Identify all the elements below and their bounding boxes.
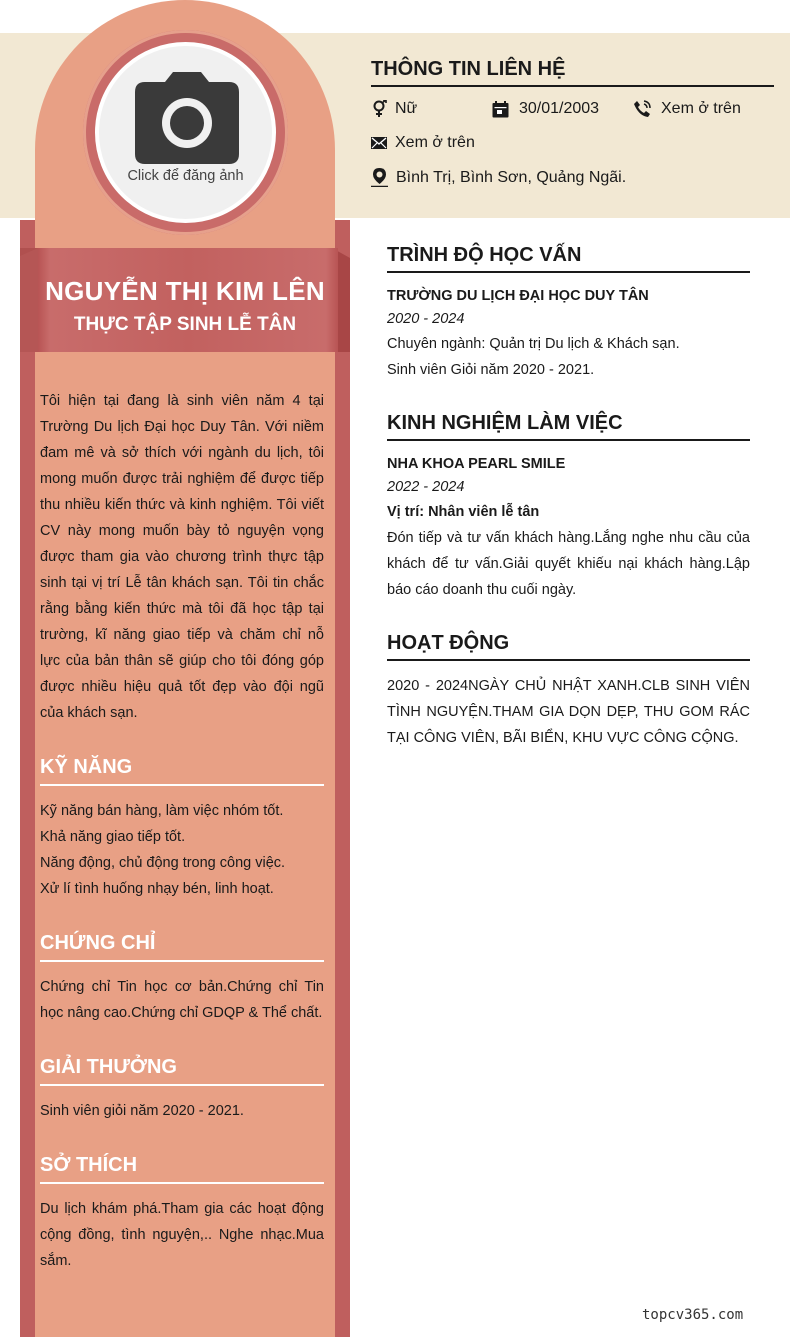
gender-value: Nữ: [395, 100, 418, 117]
phone-icon: [633, 100, 651, 118]
email-row: [371, 134, 475, 152]
skill-item: Xử lí tình huống nhạy bén, linh hoạt.: [40, 881, 274, 897]
hobbies-heading: SỞ THÍCH: [40, 1152, 324, 1184]
calendar-icon: [492, 101, 509, 118]
mail-icon: [371, 137, 387, 149]
left-content: [40, 388, 324, 1274]
awards-text: Sinh viên giỏi năm 2020 - 2021.: [40, 1103, 244, 1119]
candidate-name: NGUYỄN THỊ KIM LÊN: [45, 276, 325, 306]
awards-heading: GIẢI THƯỞNG: [40, 1054, 324, 1086]
gender-icon: [371, 100, 387, 118]
avatar-upload[interactable]: [95, 42, 276, 223]
education-line: Sinh viên Giỏi năm 2020 - 2021.: [387, 362, 595, 378]
summary-text: Tôi hiện tại đang là sinh viên năm 4 tại Trường Du lịch Đại học Duy Tân. Với niềm đam mê và sở thích với ngành du lịch, tôi mong muốn được trải nghiệm để được tiếp thu nhiều kiến thức và kinh nghiệm. Tôi viết CV này mong muốn bày tỏ nguyện vọng được tham gia vào chương trình thực tập sinh tại vị trí Lễ tân khách sạn. Tôi tin chắc rằng bằng kiến thức mà tôi đã học tập tại trường, kĩ năng giao tiếp và chăm chỉ nỗ lực của bản thân sẽ giúp cho tôi đóng góp được nhiều hiệu quả tốt đẹp vào đội ngũ của khách sạn.: [40, 393, 324, 721]
education-section: [387, 241, 750, 383]
contact-heading: THÔNG TIN LIÊN HỆ: [371, 58, 774, 87]
email-value: Xem ở trên: [395, 134, 475, 151]
experience-heading: KINH NGHIỆM LÀM VIỆC: [387, 409, 750, 441]
experience-section: [387, 409, 750, 603]
location-pin-icon: [371, 168, 388, 187]
activities-heading: HOẠT ĐỘNG: [387, 629, 750, 661]
certificates-heading: CHỨNG CHỈ: [40, 930, 324, 962]
footer-brand: topcv365.com: [642, 1307, 744, 1323]
right-column: [387, 241, 750, 777]
skill-item: Khả năng giao tiếp tốt.: [40, 829, 186, 845]
education-heading: TRÌNH ĐỘ HỌC VẤN: [387, 241, 750, 273]
activities-section: [387, 629, 750, 751]
phone-value: Xem ở trên: [661, 100, 741, 117]
certificates-text: Chứng chỉ Tin học cơ bản.Chứng chỉ Tin học nâng cao.Chứng chỉ GDQP & Thể chất.: [40, 979, 324, 1021]
gender-row: [371, 100, 417, 118]
phone-row: [633, 100, 741, 118]
avatar-upload-label: Click để đăng ảnh: [127, 168, 244, 184]
experience-role: Vị trí: Nhân viên lễ tân: [387, 504, 540, 520]
camera-icon: [135, 72, 239, 164]
experience-description: Đón tiếp và tư vấn khách hàng.Lắng nghe nhu cầu của khách để tư vấn.Giải quyết khiếu nại khách hàng.Lập báo cáo doanh thu cuối ngày.: [387, 530, 750, 598]
contact-section: [371, 58, 774, 87]
skills-heading: KỸ NĂNG: [40, 754, 324, 786]
job-title: THỰC TẬP SINH LỄ TÂN: [73, 314, 297, 335]
education-line: Chuyên ngành: Quản trị Du lịch & Khách sạn.: [387, 336, 680, 352]
skill-item: Năng động, chủ động trong công việc.: [40, 855, 286, 871]
company-name: NHA KHOA PEARL SMILE: [387, 456, 566, 472]
address-value: Bình Trị, Bình Sơn, Quảng Ngãi.: [396, 168, 627, 186]
education-period: 2020 - 2024: [387, 311, 465, 327]
birthday-value: 30/01/2003: [519, 100, 600, 117]
birthday-row: [492, 100, 599, 118]
skill-item: Kỹ năng bán hàng, làm việc nhóm tốt.: [40, 803, 284, 819]
address-row: [371, 168, 626, 187]
experience-period: 2022 - 2024: [387, 479, 465, 495]
hobbies-text: Du lịch khám phá.Tham gia các hoạt động cộng đồng, tình nguyện,.. Nghe nhạc.Mua sắm.: [40, 1201, 324, 1269]
school-name: TRƯỜNG DU LỊCH ĐẠI HỌC DUY TÂN: [387, 288, 649, 304]
activities-text: 2020 - 2024NGÀY CHỦ NHẬT XANH.CLB SINH VIÊN TÌNH NGUYỆN.THAM GIA DỌN DẸP, THU GOM RÁC TẠI CÔNG VIÊN, BÃI BIỂN, KHU VỰC CÔNG CỘNG.: [387, 678, 750, 746]
